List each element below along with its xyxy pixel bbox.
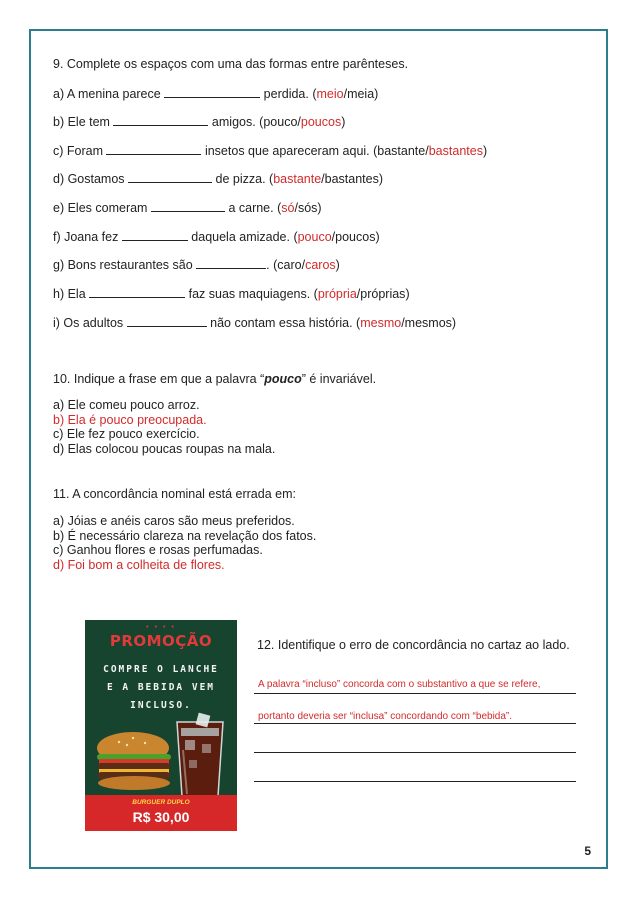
q9-item <box>53 143 487 159</box>
q9-option-2: sós <box>297 201 318 215</box>
q9-item-text: e) Eles comeram <box>53 201 148 215</box>
poster-line-2: E A BEBIDA VEM <box>106 682 216 693</box>
q9-option-2: poucos <box>335 230 376 244</box>
q9-item-text: h) Ela <box>53 287 86 301</box>
q9-close-paren: ) <box>482 144 488 158</box>
q9-option-2: meia <box>347 87 375 101</box>
q9-option-separator: / <box>294 201 298 215</box>
q9-option-separator: / <box>297 115 301 129</box>
q9-option-1: própria <box>317 287 357 301</box>
q9-option-1: caro <box>277 258 302 272</box>
q10-title: 10. Indique a frase em que a palavra “pouco” é invariável. <box>53 372 377 386</box>
q11-option: a) Jóias e anéis caros são meus preferidos. <box>53 514 295 528</box>
poster-heading: PROMOÇÃO <box>109 632 213 650</box>
q9-option-separator: / <box>321 172 325 186</box>
q9-close-paren: ) <box>335 258 340 272</box>
answer-line-3 <box>254 752 576 753</box>
q9-option-2: caros <box>305 258 336 272</box>
q9-option-1: bastante <box>377 144 426 158</box>
q9-option-1: pouco <box>263 115 298 129</box>
q9-item <box>53 114 345 130</box>
q9-item-text: b) Ele tem <box>53 115 110 129</box>
q9-item-text: c) Foram <box>53 144 103 158</box>
q9-item-text: f) Joana fez <box>53 230 119 244</box>
fill-in-blank[interactable] <box>89 286 185 298</box>
q9-option-2: bastantes <box>324 172 379 186</box>
q9-item-continuation: de pizza. ( <box>212 172 274 186</box>
poster-product: BURGUER DUPLO <box>132 799 190 806</box>
q9-item <box>53 200 322 216</box>
q9-item-continuation: . ( <box>266 258 278 272</box>
q9-option-2: bastantes <box>428 144 483 158</box>
promo-poster <box>85 620 237 831</box>
q9-option-separator: / <box>401 316 405 330</box>
fill-in-blank[interactable] <box>128 171 212 183</box>
answer-line-4 <box>254 781 576 782</box>
fill-in-blank[interactable] <box>113 114 208 126</box>
poster-line-3: INCLUSO. <box>130 700 192 711</box>
q9-item <box>53 171 383 187</box>
q9-option-1: só <box>281 201 295 215</box>
q9-item-continuation: não contam essa história. ( <box>206 316 361 330</box>
q11-option: c) Ganhou flores e rosas perfumadas. <box>53 543 263 557</box>
q9-option-1: pouco <box>297 230 332 244</box>
poster-price: R$ 30,00 <box>132 809 190 825</box>
q12-answer-line-2: portanto deveria ser “inclusa” concordando com “bebida”. <box>258 711 513 722</box>
q9-item-continuation: a carne. ( <box>224 201 282 215</box>
q11-option: b) É necessário clareza na revelação dos fatos. <box>53 528 317 543</box>
q9-item <box>53 86 378 102</box>
q10-option: d) Elas colocou poucas roupas na mala. <box>53 441 276 456</box>
fill-in-blank[interactable] <box>106 143 201 155</box>
q9-title: 9. Complete os espaços com uma das formas entre parênteses. <box>53 57 409 71</box>
answer-line-2 <box>254 723 576 724</box>
q11-title: 11. A concordância nominal está errada em: <box>53 487 296 501</box>
q9-item-continuation: perdida. ( <box>260 87 317 101</box>
q10-key-word: pouco <box>264 372 302 386</box>
q9-close-paren: ) <box>341 115 346 129</box>
q9-item-continuation: faz suas maquiagens. ( <box>185 287 318 301</box>
q9-item-continuation: amigos. ( <box>208 115 264 129</box>
poster-dots: • • • • <box>146 624 176 631</box>
q9-option-2: próprias <box>360 287 406 301</box>
q9-item <box>53 257 340 273</box>
fill-in-blank[interactable] <box>127 315 207 327</box>
q9-item <box>53 315 456 331</box>
fill-in-blank[interactable] <box>122 229 188 241</box>
q9-option-separator: / <box>425 144 429 158</box>
q9-close-paren: ) <box>451 316 457 330</box>
q9-close-paren: ) <box>317 201 322 215</box>
fill-in-blank[interactable] <box>151 200 225 212</box>
q9-option-separator: / <box>301 258 306 272</box>
q9-item-text: g) Bons restaurantes são <box>53 258 193 272</box>
q9-item-text: a) A menina parece <box>53 87 161 101</box>
q9-close-paren: ) <box>405 287 410 301</box>
q9-close-paren: ) <box>375 230 380 244</box>
fill-in-blank[interactable] <box>164 86 260 98</box>
q9-item-continuation: daquela amizade. ( <box>187 230 298 244</box>
q9-option-1: bastante <box>273 172 322 186</box>
q9-option-1: meio <box>316 87 344 101</box>
q9-close-paren: ) <box>374 87 379 101</box>
q9-item-text: d) Gostamos <box>53 172 125 186</box>
q10-option: c) Ele fez pouco exercício. <box>53 427 200 441</box>
q9-item-text: i) Os adultos <box>53 316 124 330</box>
burger-and-drink-illustration <box>85 710 237 800</box>
q11-option: d) Foi bom a colheita de flores. <box>53 557 225 572</box>
q9-option-separator: / <box>343 87 348 101</box>
burger-icon <box>97 732 171 790</box>
q12-title: 12. Identifique o erro de concordância no cartaz ao lado. <box>257 638 570 652</box>
q9-item <box>53 286 410 302</box>
poster-line-1: COMPRE O LANCHE <box>103 664 219 675</box>
q9-option-2: mesmos <box>404 316 452 330</box>
q10-option: b) Ela é pouco preocupada. <box>53 412 207 427</box>
soda-glass-icon <box>177 713 223 796</box>
q9-item <box>53 229 380 245</box>
q9-option-separator: / <box>356 287 361 301</box>
page-number: 5 <box>584 844 591 858</box>
q9-option-1: mesmo <box>360 316 402 330</box>
answer-line-1 <box>254 693 576 694</box>
q9-close-paren: ) <box>378 172 384 186</box>
q12-answer-line-1: A palavra “incluso” concorda com o substantivo a que se refere, <box>258 679 541 690</box>
fill-in-blank[interactable] <box>196 257 266 269</box>
q9-option-2: poucos <box>300 115 342 129</box>
q10-option: a) Ele comeu pouco arroz. <box>53 398 200 412</box>
q9-option-separator: / <box>331 230 336 244</box>
q9-item-continuation: insetos que apareceram aqui. ( <box>201 144 378 158</box>
